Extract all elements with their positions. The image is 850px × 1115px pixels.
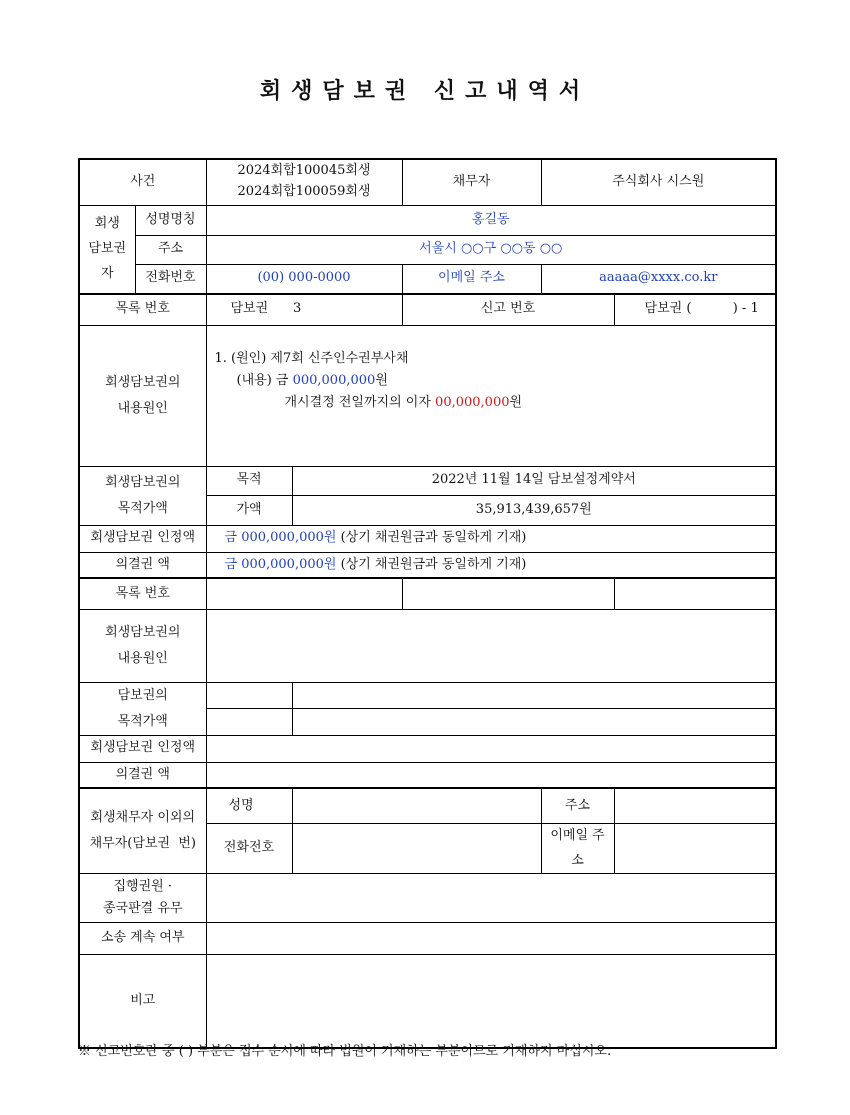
lawsuit-row [79,923,776,955]
other-debtor-email-value[interactable] [614,823,776,873]
creditor-address-row [79,235,776,264]
other-debtor-label-1: 회생채무자 이외의 [90,810,196,826]
entry1-target-label [79,466,206,525]
case-numbers [206,159,402,205]
entry1-purpose-value: 2022년 11월 14일 담보설정계약서 [292,466,776,495]
entry1-recognized-label: 회생담보권 인정액 [79,525,206,552]
entry1-purpose-row [79,466,776,495]
creditor-phone-value: (00) 000-0000 [206,264,402,294]
entry1-voting-label: 의결권 액 [79,552,206,578]
entry1-list-no-value: 담보권 3 [206,294,402,325]
entry1-target-label-1: 회생담보권의 [105,474,181,490]
execution-value[interactable] [206,874,776,923]
entry2-voting-label: 의결권 액 [79,762,206,788]
other-debtor-name-value[interactable] [292,788,541,823]
entry1-report-no-label: 신고 번호 [402,294,614,325]
creditor-address-value: 서울시 ○○구 ○○동 ○○ [206,235,776,264]
entry2-target-label-1: 담보권의 [117,687,168,703]
entry1-target-label-2: 목적가액 [117,500,168,516]
entry2-list-row [79,578,776,609]
entry2-recognized-label: 회생담보권 인정액 [79,735,206,762]
entry2-report-no-value[interactable] [614,578,776,609]
document-title: 회생담보권 신고내역서 [259,78,591,104]
other-debtor-phone-value[interactable] [292,823,541,873]
entry1-interest-prefix: 개시결정 전일까지의 이자 [284,394,436,410]
other-debtor-phone-label: 전화전호 [206,823,292,873]
remarks-row [79,955,776,1048]
entry1-list-no-label: 목록 번호 [79,294,206,325]
entry1-recognized-row [79,525,776,552]
entry2-content-label [79,609,206,682]
entry1-content-label [79,325,206,466]
entry2-voting-value[interactable] [206,762,776,788]
execution-label [79,874,206,923]
lawsuit-label: 소송 계속 여부 [79,923,206,955]
creditor-name-label: 성명명칭 [135,205,206,235]
other-debtor-label-2: 채무자(담보권 번) [89,836,196,852]
entry1-content-label-1: 회생담보권의 [105,374,181,390]
creditor-email-value: aaaaa@xxxx.co.kr [541,264,776,294]
creditor-phone-label: 전화번호 [135,264,206,294]
entry2-target-label [79,682,206,735]
entry2-list-no-value[interactable] [206,578,402,609]
other-debtor-address-value[interactable] [614,788,776,823]
lawsuit-value[interactable] [206,923,776,955]
entry1-report-no-value: 담보권 ( ) - 1 [614,294,776,325]
creditor-email-label: 이메일 주소 [402,264,541,294]
entry2-purpose-row [79,682,776,708]
remarks-value[interactable] [206,955,776,1048]
creditor-contact-row [79,264,776,294]
entry1-interest-suffix: 원 [509,394,523,410]
case-number-2: 2024회합100059회생 [237,184,371,200]
other-debtor-email-label: 이메일 주소 [541,823,614,873]
case-label: 사건 [79,159,206,205]
debtor-value: 주식회사 시스원 [541,159,776,205]
entry1-value-value: 35,913,439,657원 [292,495,776,525]
entry2-content-value[interactable] [206,609,776,682]
entry1-voting-amount: 금 000,000,000원 [224,556,337,572]
entry1-interest-amount: 00,000,000 [435,394,510,410]
creditor-address-label: 주소 [135,235,206,264]
other-debtor-name-label: 성명 [206,788,292,823]
creditor-name-row [79,205,776,235]
entry1-recognized-note: (상기 채권원금과 동일하게 기재) [336,530,527,546]
entry1-recognized-amount: 금 000,000,000원 [224,530,337,546]
remarks-label: 비고 [79,955,206,1048]
other-debtor-address-label: 주소 [541,788,614,823]
entry2-value-value[interactable] [292,708,776,735]
creditor-group-label-2: 담보권자 [88,240,127,281]
entry2-value-label-cell[interactable] [206,708,292,735]
entry1-interest-line [215,392,768,414]
entry2-purpose-label-cell[interactable] [206,682,292,708]
entry1-voting-value [206,552,776,578]
entry2-content-label-2: 내용원인 [117,650,168,666]
debtor-label: 채무자 [402,159,541,205]
entry1-recognized-value [206,525,776,552]
case-row [79,159,776,205]
execution-label-2: 종국판결 유무 [103,901,183,917]
execution-row [79,874,776,923]
entry2-recognized-value[interactable] [206,735,776,762]
entry2-purpose-value[interactable] [292,682,776,708]
entry2-recognized-row [79,735,776,762]
entry1-cause-line: 1. (원인) 제7회 신주인수권부사채 [214,350,409,366]
creditor-group-label-1: 회생 [94,216,120,232]
entry1-principal-amount: 000,000,000 [292,372,376,388]
entry2-content-label-1: 회생담보권의 [105,624,181,640]
entry2-voting-row [79,762,776,788]
footnote: ※ 신고번호란 중 ( ) 부분은 접수 순서에 따라 법원이 기재하는 부분이므로 기재하지 마십시오. [78,1044,612,1059]
creditor-name-value: 홍길동 [206,205,776,235]
entry1-principal-prefix: (내용) 금 [236,372,293,388]
execution-label-1: 집행권원 · [113,879,172,895]
entry1-voting-row [79,552,776,578]
entry2-content-row [79,609,776,682]
case-number-1: 2024회합100045회생 [237,163,371,179]
entry1-principal-line [215,370,768,392]
entry2-target-label-2: 목적가액 [117,713,168,729]
entry1-content-value [206,325,776,466]
entry1-content-label-2: 내용원인 [117,400,168,416]
entry1-voting-note: (상기 채권원금과 동일하게 기재) [336,556,527,572]
other-debtor-label [79,788,206,873]
other-debtor-row-1 [79,788,776,823]
entry1-purpose-label: 목적 [206,466,292,495]
entry1-principal-suffix: 원 [375,372,388,388]
entry2-list-no-label: 목록 번호 [79,578,206,609]
report-form-table [78,158,777,1049]
entry1-content-row [79,325,776,466]
entry1-value-label: 가액 [206,495,292,525]
entry2-report-no-label[interactable] [402,578,614,609]
entry1-list-row [79,294,776,325]
creditor-group-label [79,205,135,294]
